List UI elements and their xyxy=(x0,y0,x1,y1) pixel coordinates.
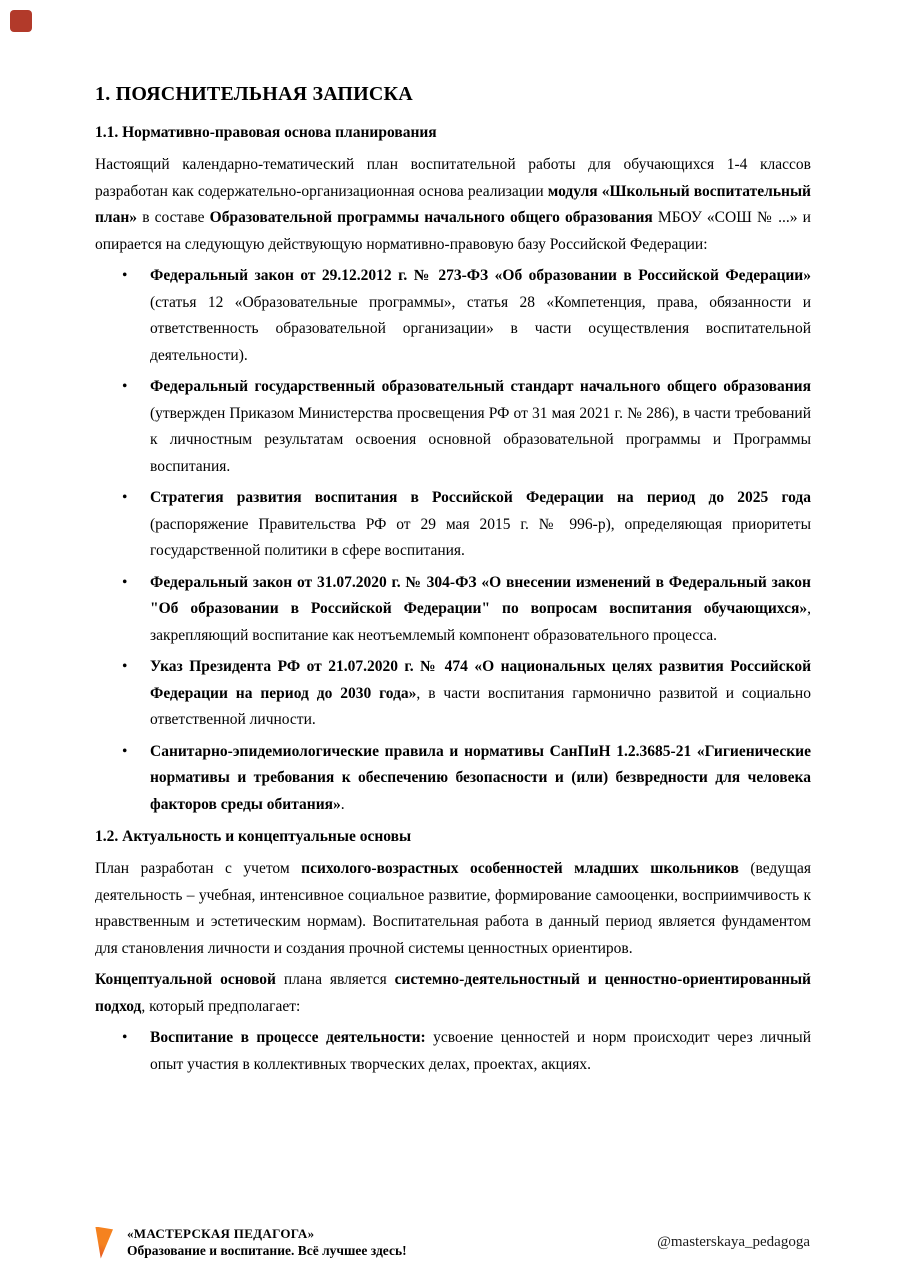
section-heading-1-1: 1.1. Нормативно-правовая основа планирования xyxy=(95,124,437,141)
page-footer xyxy=(95,1225,810,1260)
list-item-sanpin xyxy=(150,739,811,819)
list-item-decree-474 xyxy=(150,654,811,734)
text-run-bold: Указ Президента РФ от 21.07.2020 г. № 474 «О национальных целях развития Российской Федерации на период до 2030 года» xyxy=(150,658,811,702)
social-handle: @masterskaya_pedagoga xyxy=(657,1234,810,1250)
section-heading-1-2: 1.2. Актуальность и концептуальные основы xyxy=(95,828,412,845)
text-run: (утвержден Приказом Министерства просвещения РФ от 31 мая 2021 г. № 286), в части требований к личностным результатам освоения основной образовательной программы и Программы воспитания. xyxy=(150,404,811,475)
text-run: в составе xyxy=(137,209,210,226)
list-item-strategy-2025 xyxy=(150,485,811,565)
text-run-bold: Федеральный государственный образовательный стандарт начального общего образования xyxy=(150,378,811,395)
text-run-bold: системно-деятельностный и ценностно-ориентированный подход xyxy=(95,971,811,1015)
list-item-law-273fz xyxy=(150,263,811,369)
text-run: , закрепляющий воспитание как неотъемлемый компонент образовательного процесса. xyxy=(150,600,811,644)
text-run-bold: модуля «Школьный воспитательный план» xyxy=(95,182,811,226)
text-run: , который предполагает: xyxy=(141,997,301,1015)
red-corner-marker xyxy=(10,10,32,32)
text-run-bold: Федеральный закон от 29.12.2012 г. № 273-ФЗ «Об образовании в Российской Федерации» xyxy=(150,267,811,284)
text-run-bold: Федеральный закон от 31.07.2020 г. № 304-ФЗ «О внесении изменений в Федеральный закон "Об образовании в Российской Федерации" по вопросам воспитания обучающихся» xyxy=(150,573,811,617)
text-run-bold: психолого-возрастных особенностей младших школьников xyxy=(301,860,739,877)
brand-text xyxy=(127,1225,407,1260)
text-run-bold: Стратегия развития воспитания в Российской Федерации на период до 2025 года xyxy=(150,489,811,506)
list-item-fgos xyxy=(150,374,811,480)
list-item-law-304fz xyxy=(150,570,811,650)
text-run: (распоряжение Правительства РФ от 29 мая 2015 г. № 996-р), определяющая приоритеты государственной политики в сфере воспитания. xyxy=(150,515,811,559)
text-run: . xyxy=(340,795,345,813)
text-run: (статья 12 «Образовательные программы», статья 28 «Компетенция, права, обязанности и ответственность образовательной организации» в части осуществления воспитательной деятельности). xyxy=(150,293,811,364)
text-run-bold: Образовательной программы начального общего образования xyxy=(209,209,653,226)
text-run-bold: Воспитание в процессе деятельности: xyxy=(150,1029,426,1046)
text-run-bold: Санитарно-эпидемиологические правила и нормативы СанПиН 1.2.3685-21 «Гигиенические нормативы и требования к обеспечению безопасности и (или) безвредности для человека факторов среды обитания» xyxy=(150,742,811,813)
legal-basis-list xyxy=(95,263,811,818)
document-title: 1. ПОЯСНИТЕЛЬНАЯ ЗАПИСКА xyxy=(95,83,413,105)
text-run: плана является xyxy=(275,971,395,988)
text-run: , в части воспитания гармонично развитой и социально ответственной личности. xyxy=(150,684,811,728)
approach-list xyxy=(95,1025,811,1078)
text-run: План разработан с учетом xyxy=(95,860,302,877)
text-run: Настоящий календарно-тематический план воспитательной работы для обучающихся 1-4 классов разработан как содержательно-организационная основа реализации xyxy=(95,156,811,200)
text-run: МБОУ «СОШ № ...» и опирается на следующую действующую нормативно-правовую базу Российской Федерации: xyxy=(95,209,811,253)
text-run: (ведущая деятельность – учебная, интенсивное социальное развитие, формирование самооценки, восприимчивость к нравственным и эстетическим нормам). Воспитательная работа в данный период является фундаментом для становления личности и создания прочной системы ценностных ориентиров. xyxy=(95,860,811,957)
brand-logo-icon xyxy=(95,1227,113,1259)
document-content xyxy=(95,82,811,1083)
conceptual-basis-paragraph xyxy=(95,967,811,1020)
list-item-activity-education xyxy=(150,1025,811,1078)
brand-tagline: Образование и воспитание. Всё лучшее здесь! xyxy=(127,1243,407,1258)
brand-name: «МАСТЕРСКАЯ ПЕДАГОГА» xyxy=(127,1226,315,1241)
brand-block xyxy=(95,1225,407,1260)
intro-paragraph xyxy=(95,152,811,258)
text-run-bold: Концептуальной основой xyxy=(95,971,276,988)
text-run: усвоение ценностей и норм происходит через личный опыт участия в коллективных творческих делах, проектах, акциях. xyxy=(150,1029,811,1073)
actuality-paragraph xyxy=(95,856,811,962)
